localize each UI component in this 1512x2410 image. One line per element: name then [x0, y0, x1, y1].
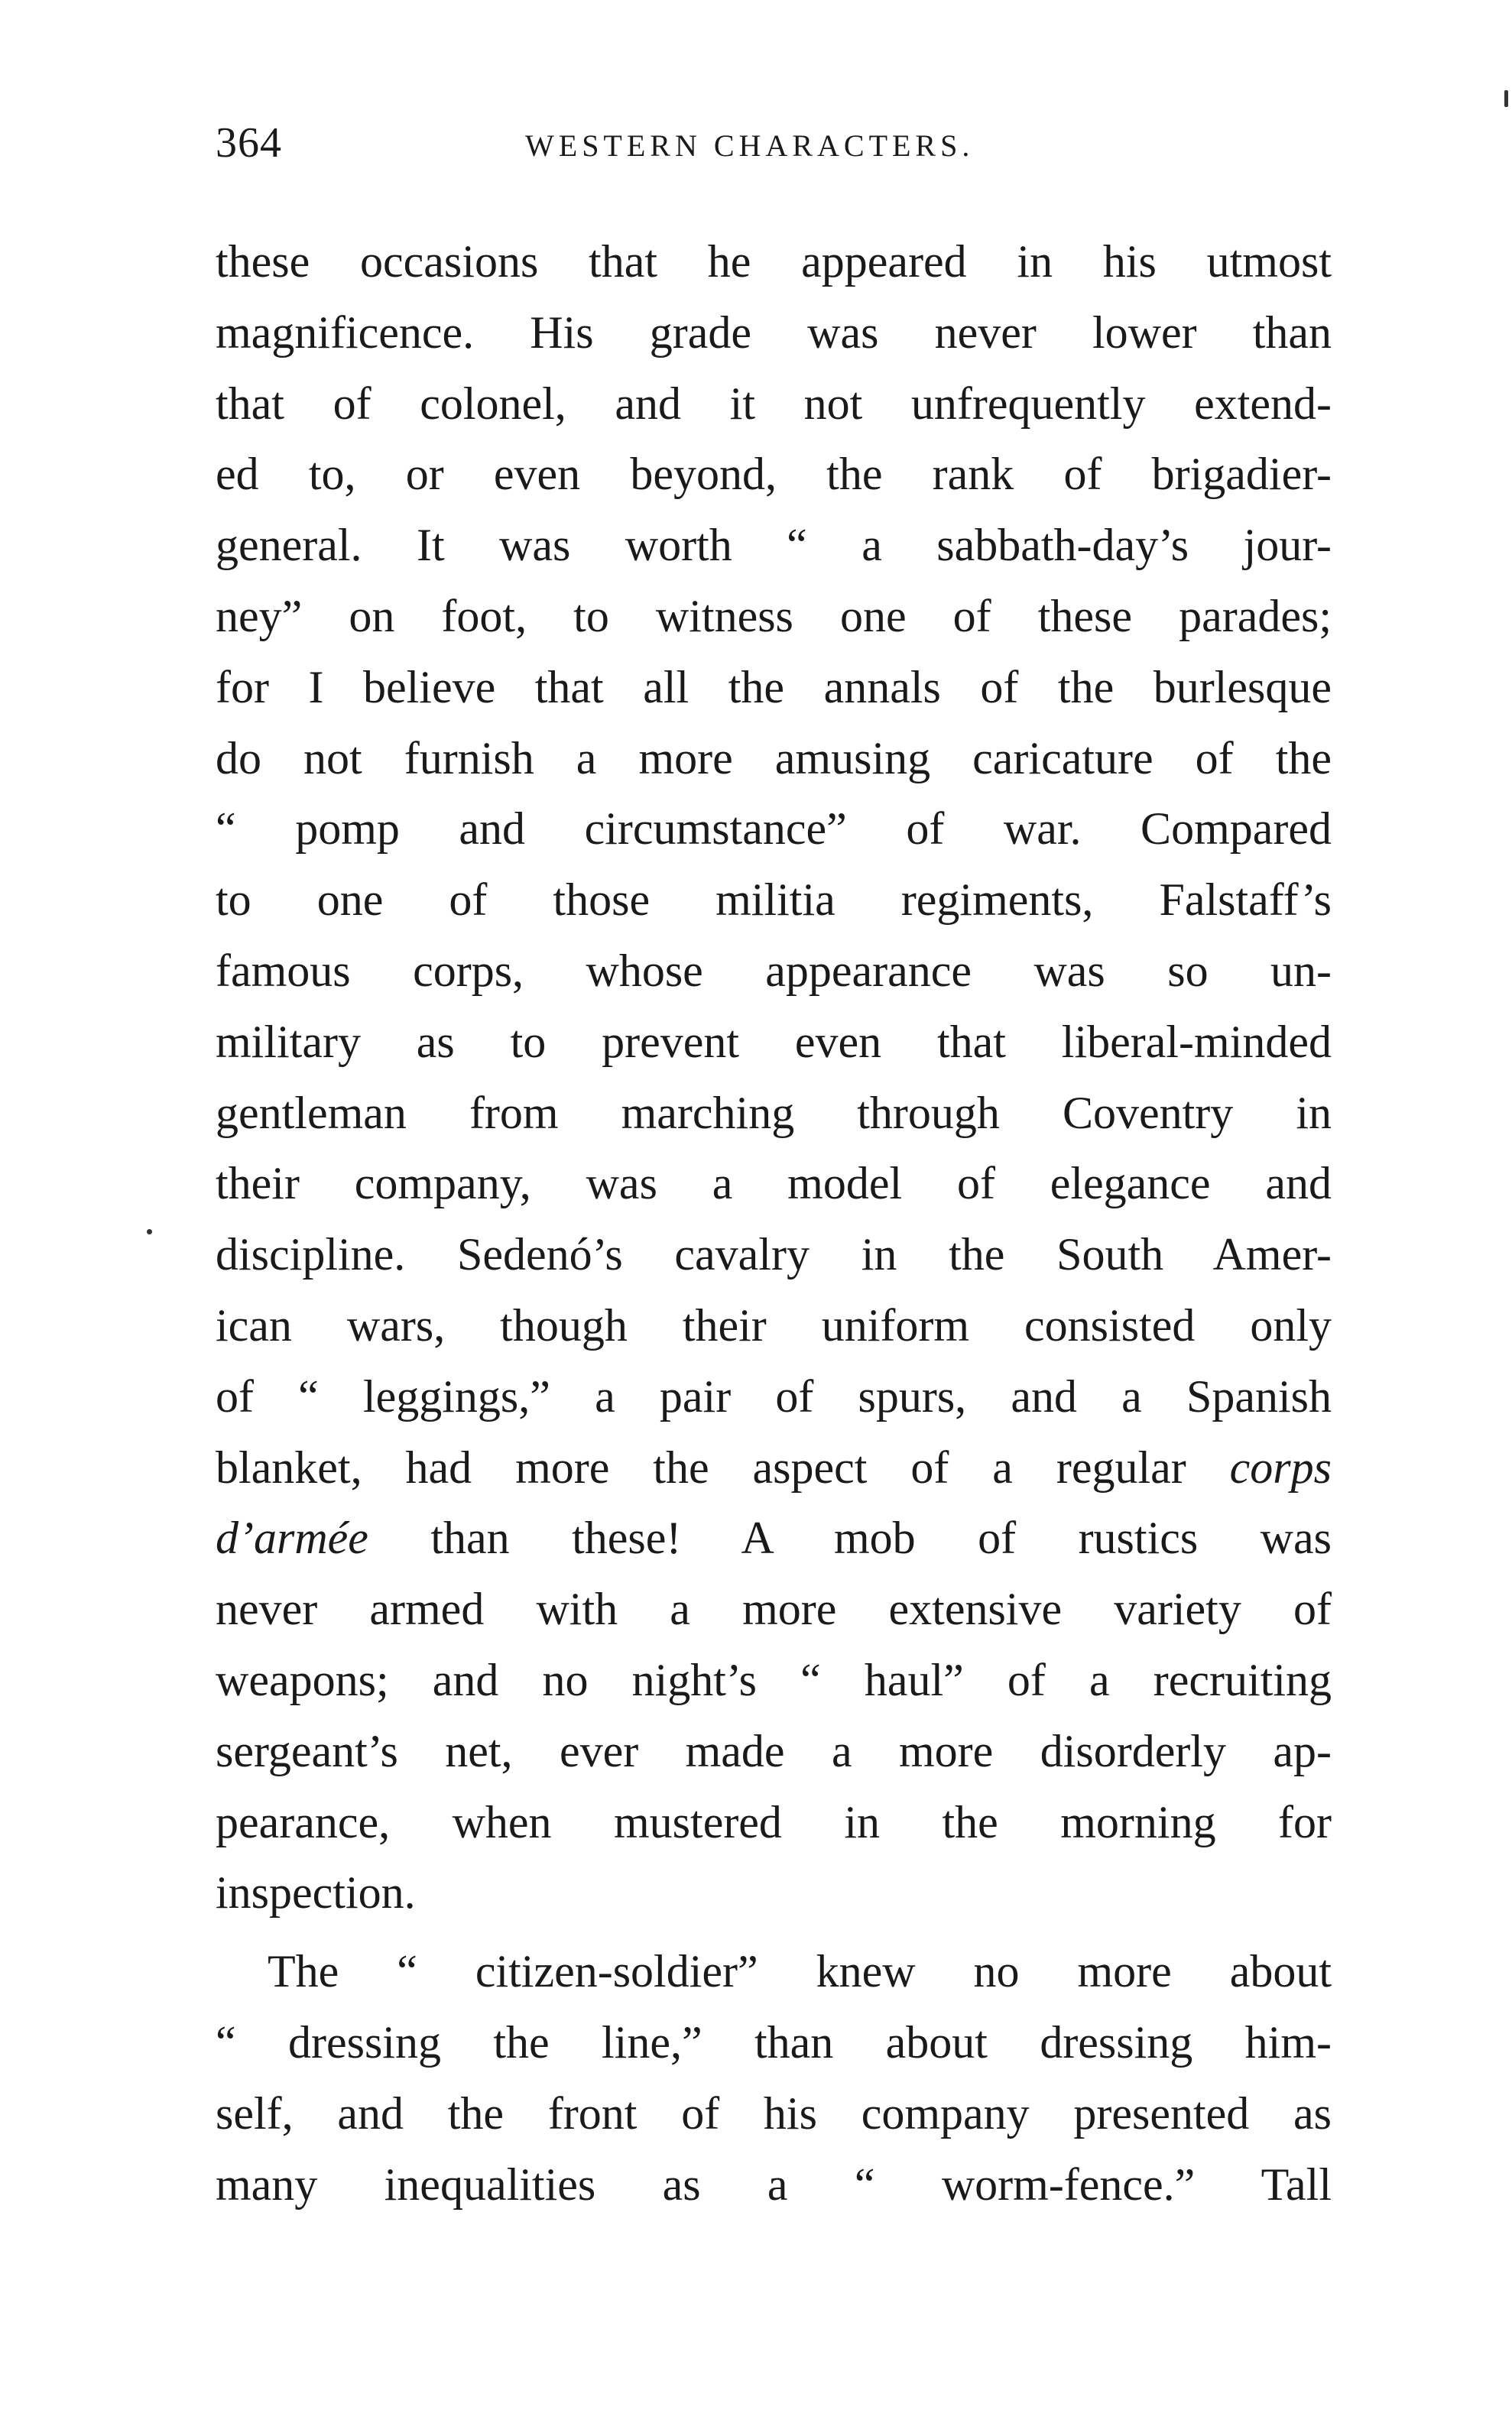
text-line: these occasions that he appeared in his utmost — [216, 236, 1332, 287]
text-line: their company, was a model of elegance and — [216, 1158, 1332, 1209]
text-line: “ pomp and circumstance” of war. Compared — [216, 803, 1332, 855]
body-text — [216, 226, 1332, 2220]
text-line: that of colonel, and it not unfrequently extend- — [216, 378, 1332, 429]
paragraph-first-line: The “ citizen-soldier” knew no more about — [268, 1946, 1332, 1997]
running-head: WESTERN CHARACTERS. — [525, 128, 975, 163]
italic-phrase: d’armée — [216, 1513, 368, 1564]
margin-dot — [147, 1229, 152, 1234]
page-number: 364 — [216, 119, 282, 167]
text-line: general. It was worth “ a sabbath-day’s jour- — [216, 520, 1332, 571]
text-line: pearance, when mustered in the morning for — [216, 1796, 1332, 1847]
line-text: than these! A mob of rustics was — [368, 1513, 1332, 1564]
text-line — [216, 1432, 1332, 1503]
text-line: weapons; and no night’s “ haul” of a recruiting — [216, 1654, 1332, 1705]
text-line: many inequalities as a “ worm-fence.” Tall — [216, 2159, 1332, 2210]
line-text: blanket, had more the aspect of a regular — [216, 1442, 1230, 1493]
text-line — [216, 1503, 1332, 1574]
text-line: do not furnish a more amusing caricature of the — [216, 732, 1332, 783]
text-line: military as to prevent even that liberal-minded — [216, 1016, 1332, 1067]
text-line: ican wars, though their uniform consisted only — [216, 1299, 1332, 1351]
text-line: inspection. — [216, 1867, 416, 1919]
text-line: for I believe that all the annals of the burlesque — [216, 661, 1332, 712]
text-line: sergeant’s net, ever made a more disorderly ap- — [216, 1725, 1332, 1776]
italic-phrase: corps — [1229, 1442, 1332, 1493]
text-line: of “ leggings,” a pair of spurs, and a Spanish — [216, 1370, 1332, 1422]
text-line: self, and the front of his company presented as — [216, 2087, 1332, 2139]
text-line: to one of those militia regiments, Falstaff’s — [216, 874, 1332, 926]
text-line: magnificence. His grade was never lower than — [216, 307, 1332, 358]
text-line: gentleman from marching through Coventry in — [216, 1087, 1332, 1138]
text-line: “ dressing the line,” than about dressing him- — [216, 2016, 1332, 2068]
text-line: ney” on foot, to witness one of these parades; — [216, 590, 1332, 641]
text-line: ed to, or even beyond, the rank of brigadier- — [216, 449, 1332, 500]
text-line: famous corps, whose appearance was so un- — [216, 945, 1332, 996]
text-line: never armed with a more extensive variety of — [216, 1584, 1332, 1635]
text-line: discipline. Sedenó’s cavalry in the South Amer- — [216, 1229, 1332, 1280]
page-header — [216, 118, 1332, 172]
edge-mark — [1504, 90, 1508, 107]
